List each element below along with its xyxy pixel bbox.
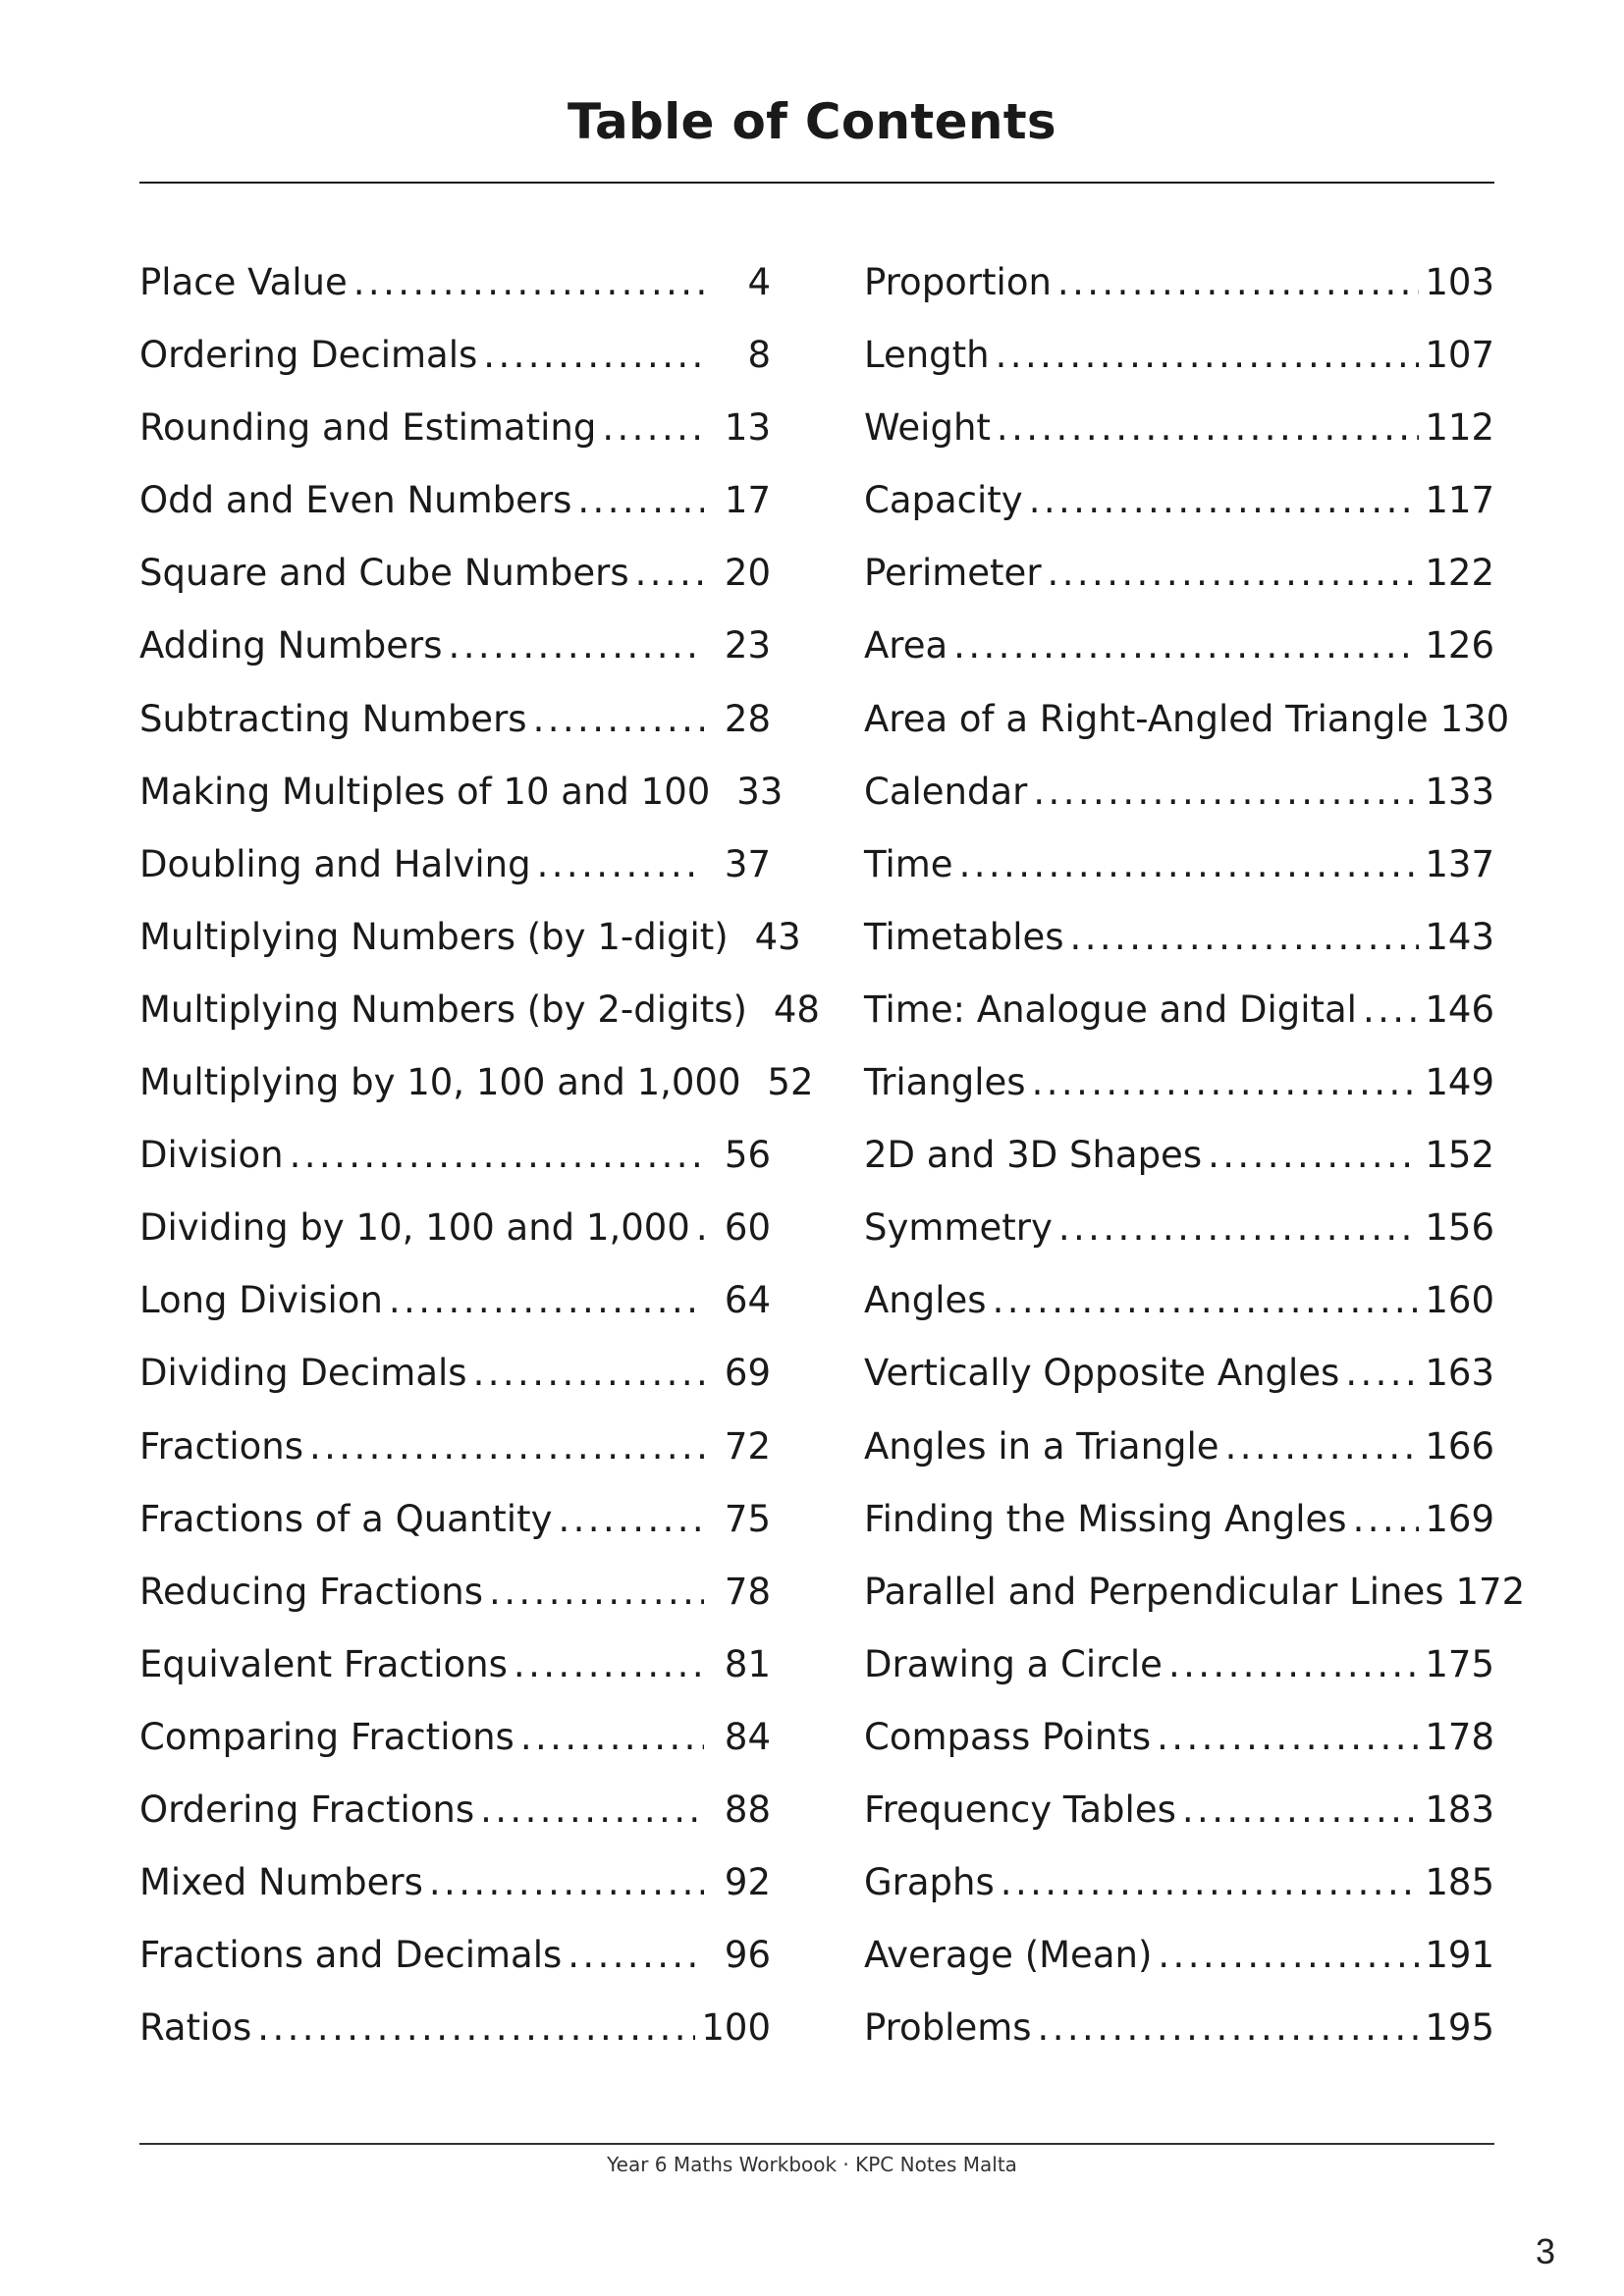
toc-entry [139, 616, 771, 689]
toc-entry-page-number: 149 [1425, 1061, 1494, 1104]
toc-entry [139, 1708, 771, 1781]
toc-entry [864, 1708, 1494, 1781]
dot-leader [997, 399, 1419, 457]
toc-entry-title: Reducing Fractions [139, 1570, 484, 1613]
toc-entry-page-number: 172 [1455, 1570, 1526, 1613]
toc-entry-page-number: 28 [724, 697, 771, 740]
toc-entry [139, 326, 771, 399]
toc-entry-title: Compass Points [864, 1715, 1152, 1758]
dot-leader [1033, 763, 1419, 822]
dot-leader [1058, 1199, 1420, 1257]
toc-entry [139, 471, 771, 544]
toc-entry [139, 399, 771, 471]
dot-leader [533, 690, 704, 749]
dot-leader [1208, 1126, 1419, 1185]
toc-entry-page-number: 169 [1425, 1497, 1494, 1540]
toc-entry [139, 1635, 771, 1708]
toc-entry [139, 835, 771, 908]
toc-entry-title: Parallel and Perpendicular Lines [864, 1570, 1444, 1613]
toc-entry-title: Area of a Right-Angled Triangle [864, 697, 1429, 740]
toc-entry [864, 1344, 1494, 1416]
dot-leader [1038, 1999, 1420, 2057]
toc-entry [139, 981, 820, 1053]
toc-entry [864, 1417, 1494, 1490]
toc-entry [864, 1199, 1494, 1271]
toc-entry-page-number: 56 [724, 1134, 771, 1177]
dot-leader [1225, 1417, 1420, 1476]
toc-entry [864, 1563, 1526, 1635]
toc-entry-page-number: 81 [724, 1642, 771, 1685]
toc-entry [864, 1999, 1494, 2071]
toc-entry-title: Ratios [139, 2006, 252, 2050]
dot-leader [389, 1271, 704, 1330]
toc-entry-page-number: 37 [724, 842, 771, 885]
toc-entry-page-number: 160 [1425, 1279, 1494, 1322]
toc-entry-title: Equivalent Fractions [139, 1642, 508, 1685]
toc-entry [864, 690, 1510, 763]
toc-entry-title: Average (Mean) [864, 1934, 1153, 1977]
toc-entry-page-number: 183 [1425, 1788, 1494, 1831]
title-divider [139, 182, 1494, 184]
toc-entry [139, 1999, 771, 2071]
toc-entry-page-number: 8 [747, 334, 771, 377]
toc-entry [139, 1926, 771, 1999]
toc-entry-page-number: 163 [1425, 1352, 1494, 1395]
toc-entry [139, 1563, 771, 1635]
dot-leader [473, 1344, 704, 1403]
toc-entry [864, 253, 1494, 326]
toc-entry-title: Dividing Decimals [139, 1352, 467, 1395]
toc-entry-title: Area [864, 624, 948, 667]
toc-entry-page-number: 48 [773, 988, 820, 1031]
toc-entry-page-number: 78 [724, 1570, 771, 1613]
toc-entry-title: Symmetry [864, 1206, 1053, 1250]
toc-entry-title: Doubling and Halving [139, 842, 531, 885]
toc-entry-title: Graphs [864, 1861, 995, 1904]
toc-entry-title: Fractions [139, 1424, 303, 1468]
toc-entry [864, 326, 1494, 399]
toc-entry [864, 1926, 1494, 1999]
page-number: 3 [1535, 2231, 1555, 2271]
toc-entry-title: Square and Cube Numbers [139, 552, 629, 595]
toc-entry [139, 1199, 771, 1271]
toc-entry-page-number: 20 [724, 552, 771, 595]
dot-leader [993, 1271, 1420, 1330]
toc-entry-page-number: 23 [724, 624, 771, 667]
toc-entry [864, 1126, 1494, 1199]
toc-entry [864, 908, 1494, 981]
toc-entry-page-number: 178 [1425, 1715, 1494, 1758]
toc-entry-page-number: 107 [1425, 334, 1494, 377]
toc-entry-page-number: 4 [747, 261, 771, 303]
toc-entry-page-number: 143 [1425, 915, 1494, 958]
toc-entry [139, 1271, 771, 1344]
toc-entry-title: Weight [864, 406, 991, 450]
toc-entry-title: Long Division [139, 1279, 383, 1322]
toc-entry-title: Multiplying Numbers (by 2-digits) [139, 988, 747, 1031]
toc-entry-title: Frequency Tables [864, 1788, 1176, 1831]
toc-entry-title: Length [864, 334, 990, 377]
dot-leader [996, 326, 1420, 385]
toc-entry [864, 1781, 1494, 1853]
dot-leader [520, 1708, 704, 1767]
dot-leader [257, 1999, 695, 2057]
toc-entry-title: Triangles [864, 1061, 1026, 1104]
dot-leader [1168, 1635, 1419, 1694]
toc-entry-title: Place Value [139, 261, 348, 303]
toc-entry-page-number: 185 [1425, 1861, 1494, 1904]
dot-leader [429, 1853, 704, 1912]
toc-entry-title: Fractions of a Quantity [139, 1497, 553, 1540]
toc-entry [139, 1417, 771, 1490]
toc-entry-page-number: 122 [1425, 552, 1494, 595]
toc-entry-title: Time: Analogue and Digital [864, 988, 1357, 1031]
toc-entry-page-number: 175 [1425, 1642, 1494, 1685]
toc-entry-page-number: 137 [1425, 842, 1494, 885]
contents-column-right [864, 253, 1526, 2071]
dot-leader [489, 1563, 704, 1622]
toc-entry-page-number: 60 [724, 1206, 771, 1250]
toc-entry-title: Odd and Even Numbers [139, 479, 572, 522]
toc-entry-page-number: 84 [724, 1715, 771, 1758]
dot-leader [537, 835, 704, 894]
dot-leader [290, 1126, 704, 1185]
toc-entry [139, 1490, 771, 1563]
toc-entry [139, 1853, 771, 1926]
dot-leader [1029, 471, 1420, 530]
dot-leader [1345, 1344, 1419, 1403]
toc-entry-title: Calendar [864, 770, 1028, 813]
toc-entry-page-number: 96 [724, 1934, 771, 1977]
toc-entry-page-number: 112 [1425, 406, 1494, 450]
dot-leader [635, 544, 704, 603]
toc-entry-page-number: 103 [1425, 261, 1494, 303]
dot-leader [353, 253, 704, 312]
toc-entry-page-number: 117 [1425, 479, 1494, 522]
toc-entry [864, 763, 1494, 835]
dot-leader [959, 835, 1420, 894]
toc-entry-page-number: 146 [1425, 988, 1494, 1031]
toc-entry-title: Time [864, 842, 953, 885]
toc-entry-title: Capacity [864, 479, 1023, 522]
toc-entry-page-number: 52 [767, 1061, 814, 1104]
dot-leader [483, 326, 704, 385]
toc-entry [864, 835, 1494, 908]
toc-entry-page-number: 13 [724, 406, 771, 450]
toc-entry-title: Mixed Numbers [139, 1861, 423, 1904]
dot-leader [1157, 1708, 1419, 1767]
toc-entry [139, 544, 771, 616]
toc-entry-page-number: 69 [724, 1352, 771, 1395]
toc-entry-title: Making Multiples of 10 and 100 [139, 770, 711, 813]
toc-entry-page-number: 100 [701, 2006, 771, 2050]
dot-leader [1353, 1490, 1420, 1549]
toc-entry [139, 1781, 771, 1853]
toc-entry-page-number: 33 [736, 770, 784, 813]
toc-entry [139, 1344, 771, 1416]
toc-entry-page-number: 75 [724, 1497, 771, 1540]
toc-entry-page-number: 72 [724, 1424, 771, 1468]
dot-leader [1048, 544, 1420, 603]
toc-entry-page-number: 166 [1425, 1424, 1494, 1468]
toc-entry-page-number: 92 [724, 1861, 771, 1904]
toc-entry-page-number: 152 [1425, 1134, 1494, 1177]
toc-entry-title: Ordering Decimals [139, 334, 478, 377]
toc-entry [139, 1126, 771, 1199]
dot-leader [1070, 908, 1420, 967]
dot-leader [1001, 1853, 1420, 1912]
toc-entry-title: Finding the Missing Angles [864, 1497, 1347, 1540]
toc-entry [139, 763, 784, 835]
toc-entry-page-number: 43 [754, 915, 801, 958]
dot-leader [558, 1490, 704, 1549]
dot-leader [602, 399, 704, 457]
toc-entry-title: Ordering Fractions [139, 1788, 475, 1831]
toc-entry-title: Subtracting Numbers [139, 697, 527, 740]
toc-entry [864, 399, 1494, 471]
dot-leader [953, 616, 1419, 675]
toc-entry-title: Drawing a Circle [864, 1642, 1163, 1685]
dot-leader [480, 1781, 704, 1840]
toc-entry [139, 690, 771, 763]
dot-leader [1363, 981, 1419, 1040]
toc-entry-title: Fractions and Decimals [139, 1934, 563, 1977]
toc-entry [864, 1490, 1494, 1563]
toc-entry-title: Vertically Opposite Angles [864, 1352, 1340, 1395]
page-title: Table of Contents [568, 93, 1056, 150]
toc-entry [139, 1053, 814, 1126]
footer-divider [139, 2143, 1494, 2145]
toc-entry-page-number: 88 [724, 1788, 771, 1831]
toc-entry-page-number: 156 [1425, 1206, 1494, 1250]
toc-entry-title: Perimeter [864, 552, 1042, 595]
toc-entry-title: Angles [864, 1279, 987, 1322]
toc-entry-title: Timetables [864, 915, 1064, 958]
dot-leader [1057, 253, 1419, 312]
toc-entry-title: Rounding and Estimating [139, 406, 597, 450]
toc-entry-title: Division [139, 1134, 284, 1177]
dot-leader [568, 1926, 704, 1985]
toc-entry-title: Multiplying Numbers (by 1-digit) [139, 915, 729, 958]
toc-entry [864, 1271, 1494, 1344]
toc-entry-page-number: 126 [1425, 624, 1494, 667]
toc-entry [864, 616, 1494, 689]
toc-entry-title: Adding Numbers [139, 624, 443, 667]
toc-entry [864, 981, 1494, 1053]
toc-entry [864, 1635, 1494, 1708]
toc-entry-title: Proportion [864, 261, 1052, 303]
toc-entry-title: Dividing by 10, 100 and 1,000 [139, 1206, 690, 1250]
toc-entry-title: Multiplying by 10, 100 and 1,000 [139, 1061, 741, 1104]
toc-entry-page-number: 191 [1425, 1934, 1494, 1977]
toc-entry [864, 1053, 1494, 1126]
toc-entry [864, 1853, 1494, 1926]
contents-column-left [139, 253, 820, 2071]
toc-entry [864, 544, 1494, 616]
toc-entry [864, 471, 1494, 544]
dot-leader [1032, 1053, 1420, 1112]
dot-leader [309, 1417, 704, 1476]
toc-entry-page-number: 17 [724, 479, 771, 522]
toc-entry-page-number: 64 [724, 1279, 771, 1322]
toc-entry-title: Problems [864, 2006, 1032, 2050]
dot-leader [696, 1199, 704, 1257]
toc-entry-page-number: 195 [1425, 2006, 1494, 2050]
toc-entry-title: Comparing Fractions [139, 1715, 514, 1758]
toc-entry-title: 2D and 3D Shapes [864, 1134, 1203, 1177]
toc-entry-page-number: 130 [1439, 697, 1510, 740]
dot-leader [577, 471, 704, 530]
toc-entry [139, 908, 801, 981]
dot-leader [1182, 1781, 1420, 1840]
toc-entry [139, 253, 771, 326]
toc-entry-title: Angles in a Triangle [864, 1424, 1219, 1468]
dot-leader [1158, 1926, 1419, 1985]
footer-text: Year 6 Maths Workbook · KPC Notes Malta [607, 2153, 1017, 2176]
toc-entry-page-number: 133 [1425, 770, 1494, 813]
dot-leader [449, 616, 704, 675]
dot-leader [514, 1635, 704, 1694]
